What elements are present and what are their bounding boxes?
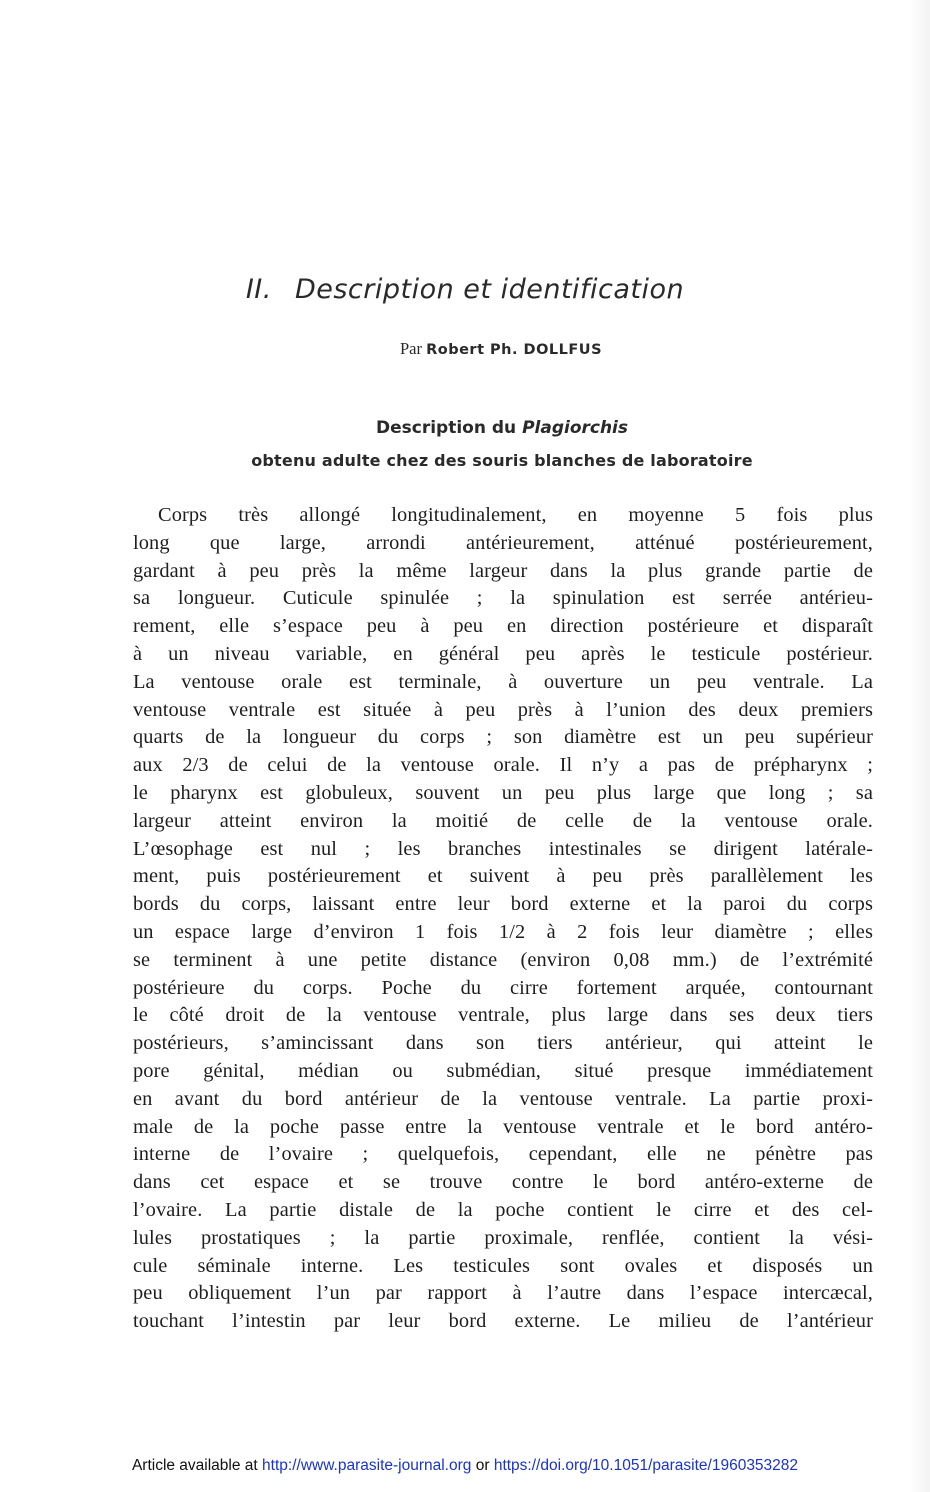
body-line: lules prostatiques ; la partie proximale, renflée, contient la vési- bbox=[133, 1226, 873, 1249]
author-prefix: Par bbox=[399, 339, 422, 358]
body-line: peu obliquement l’un par rapport à l’autre dans l’espace intercæcal, bbox=[133, 1282, 873, 1305]
body-line: La ventouse orale est terminale, à ouverture un peu ventrale. La bbox=[133, 670, 873, 693]
body-line: un espace large d’environ 1 fois 1/2 à 2 fois leur diamètre ; elles bbox=[133, 920, 873, 943]
body-line: long que large, arrondi antérieurement, atténué postérieurement, bbox=[133, 531, 873, 554]
subtitle-genus: Plagiorchis bbox=[522, 418, 629, 438]
section-title bbox=[0, 274, 930, 305]
body-line: l’ovaire. La partie distale de la poche contient le cirre et des cel- bbox=[133, 1198, 873, 1221]
page-edge-shadow bbox=[908, 0, 930, 1492]
body-line: postérieurs, s’amincissant dans son tiers antérieur, qui atteint le bbox=[133, 1032, 873, 1055]
body-line: se terminent à une petite distance (environ 0,08 mm.) de l’extrémité bbox=[133, 948, 873, 971]
body-line: largeur atteint environ la moitié de celle de la ventouse orale. bbox=[133, 809, 873, 832]
body-line: dans cet espace et se trouve contre le bord antéro-externe de bbox=[133, 1171, 873, 1194]
subtitle-line-1 bbox=[0, 418, 930, 438]
body-line: male de la poche passe entre la ventouse ventrale et le bord antéro- bbox=[133, 1115, 873, 1138]
body-line: le pharynx est globuleux, souvent un peu plus large que long ; sa bbox=[133, 781, 873, 804]
footer-or: or bbox=[475, 1457, 490, 1474]
journal-link[interactable]: http://www.parasite-journal.org bbox=[262, 1457, 472, 1474]
body-line: sa longueur. Cuticule spinulée ; la spinulation est serrée antérieu- bbox=[133, 587, 873, 610]
body-line: postérieure du corps. Poche du cirre fortement arquée, contournant bbox=[133, 976, 873, 999]
subtitle-prefix: Description du bbox=[375, 418, 517, 438]
body-line: aux 2/3 de celui de la ventouse orale. Il n’y a pas de prépharynx ; bbox=[133, 754, 873, 777]
author-name: Robert Ph. DOLLFUS bbox=[426, 342, 603, 358]
body-line: gardant à peu près la même largeur dans la plus grande partie de bbox=[133, 559, 873, 582]
body-line: touchant l’intestin par leur bord externe. Le milieu de l’antérieur bbox=[133, 1310, 873, 1333]
body-line: Corps très allongé longitudinalement, en moyenne 5 fois plus bbox=[158, 504, 873, 526]
body-line: pore génital, médian ou submédian, situé presque immédiatement bbox=[133, 1059, 873, 1082]
subtitle-line-2: obtenu adulte chez des souris blanches de laboratoire bbox=[251, 451, 753, 470]
footer-citation bbox=[0, 1457, 930, 1475]
section-number: II. bbox=[245, 274, 272, 305]
body-line: cule séminale interne. Les testicules sont ovales et disposés un bbox=[133, 1254, 873, 1277]
body-line: quarts de la longueur du corps ; son diamètre est un peu supérieur bbox=[133, 726, 873, 749]
footer-prefix: Article available at bbox=[131, 1457, 258, 1474]
author-line bbox=[0, 339, 930, 359]
section-title-text: Description et identification bbox=[294, 274, 685, 305]
body-paragraph bbox=[133, 502, 873, 1336]
body-line: interne de l’ovaire ; quelquefois, cependant, elle ne pénètre pas bbox=[133, 1143, 873, 1166]
body-line: à un niveau variable, en général peu après le testicule postérieur. bbox=[133, 642, 873, 665]
doi-link[interactable]: https://doi.org/10.1051/parasite/1960353282 bbox=[493, 1457, 799, 1474]
body-line: ventouse ventrale est située à peu près à l’union des deux premiers bbox=[133, 698, 873, 721]
body-line: L’œsophage est nul ; les branches intestinales se dirigent latérale- bbox=[133, 837, 873, 860]
body-line: bords du corps, laissant entre leur bord externe et la paroi du corps bbox=[133, 893, 873, 916]
body-line: ment, puis postérieurement et suivent à peu près parallèlement les bbox=[133, 865, 873, 888]
body-line: le côté droit de la ventouse ventrale, plus large dans ses deux tiers bbox=[133, 1004, 873, 1027]
body-line: rement, elle s’espace peu à peu en direction postérieure et disparaît bbox=[133, 615, 873, 638]
body-line: en avant du bord antérieur de la ventouse ventrale. La partie proxi- bbox=[133, 1087, 873, 1110]
